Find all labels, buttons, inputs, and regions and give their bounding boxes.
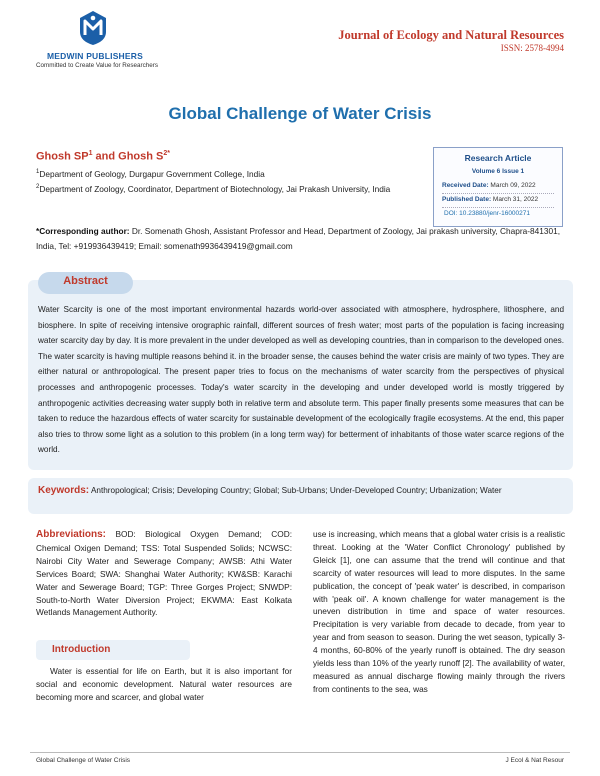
author-list bbox=[36, 150, 170, 163]
journal-issn: ISSN: 2578-4994 bbox=[500, 43, 564, 53]
author-1-sup: 1 bbox=[88, 150, 93, 157]
article-type: Research Article bbox=[464, 153, 532, 163]
affiliation-1-text: Department of Geology, Durgapur Government College, India bbox=[39, 168, 265, 179]
received-value: March 09, 2022 bbox=[488, 182, 536, 189]
published-value: March 31, 2022 bbox=[491, 196, 539, 203]
received-date bbox=[442, 182, 560, 189]
publisher-name: MEDWIN PUBLISHERS bbox=[47, 51, 143, 61]
footer-running-title: Global Challenge of Water Crisis bbox=[36, 757, 131, 764]
keywords-section bbox=[28, 478, 573, 514]
medwin-logo-icon bbox=[78, 10, 108, 46]
author-2-name: and Ghosh S bbox=[92, 150, 164, 163]
abstract-header bbox=[38, 272, 133, 294]
keywords-list: Anthropological; Crisis; Developing Country; Global; Sub-Urbans; Under-Developed Country; Urbanization; Water bbox=[89, 486, 502, 495]
footer-divider bbox=[30, 752, 570, 753]
abbreviations-label: Abbreviations: bbox=[36, 529, 107, 540]
right-column bbox=[313, 528, 565, 696]
affiliation-2 bbox=[36, 181, 421, 196]
journal-name[interactable]: Journal of Ecology and Natural Resources bbox=[338, 28, 564, 42]
right-column-text: use is increasing, which means that a global water crisis is a realistic threat. Looking at the 'Water Conflict Chronology' published by Gleick [1], one can assume that the trend will continue and that scarcity of water resources will lead to more disputes. In the same publication, the concept of 'peak water' is described, in comparison with 'peak oil'. A known challenge for water management is the uneven distribution in time and space of water resources. Precipitation is very variable from decade to decade, from year to year and from season to season. During the wet season, typically 3-4 months, 60-80% of the yearly runoff is obtained. The dry season yields less than 10% of the yearly runoff [2]. The availability of water, measured as annual discharge flowing mainly through the rivers from continents to the sea, was bbox=[313, 529, 565, 694]
introduction-title: Introduction bbox=[52, 644, 111, 655]
corresponding-author bbox=[36, 224, 566, 254]
abbreviations-text: BOD: Biological Oxygen Demand; COD: Chemical Oxigen Demand; TSS: Total Suspended Solids; NCWSC: Nairobi City Water and Sewerage Company; AWSB: Athi Water Services Board; SWA: Shanghai Water Authority; KW&SB: Karachi Water and Sewerage Board; TGP: Three Gorges Project; SNWDP: South-to-North Water Diversion Project; EKWMA: East Kolkata Wetlands Management Authority. bbox=[36, 529, 292, 618]
info-divider bbox=[442, 193, 554, 194]
published-label: Published Date: bbox=[442, 196, 492, 203]
abstract-title: Abstract bbox=[63, 275, 108, 287]
publisher-tagline: Committed to Create Value for Researchers bbox=[35, 62, 159, 69]
left-column bbox=[36, 528, 292, 702]
affiliation-2-num: 2 bbox=[36, 184, 40, 190]
footer-journal-abbrev: J Ecol & Nat Resour bbox=[505, 757, 564, 764]
published-date bbox=[442, 196, 560, 203]
abstract-section bbox=[28, 275, 573, 470]
abbreviations-paragraph bbox=[36, 528, 292, 619]
article-info-box bbox=[433, 147, 563, 227]
introduction-header bbox=[36, 640, 190, 660]
info-divider bbox=[442, 207, 554, 208]
affiliation-1 bbox=[36, 166, 416, 181]
corresponding-text: Dr. Somenath Ghosh, Assistant Professor and Head, Department of Zoology, Jai prakash university, Chapra-841301, India, Tel: +919936439419; Email: somenath9936439419@gmail.com bbox=[36, 226, 561, 251]
affiliation-2-text: Department of Zoology, Coordinator, Department of Biotechnology, Jai Prakash University, India bbox=[39, 183, 391, 194]
introduction-text: Water is essential for life on Earth, but it is also important for social and economic development. Natural water resources are becoming more and scarcer, and global water bbox=[36, 666, 292, 702]
received-label: Received Date: bbox=[442, 182, 489, 189]
author-1-name: Ghosh SP bbox=[36, 150, 89, 163]
keywords-text bbox=[38, 483, 566, 498]
abstract-text: Water Scarcity is one of the most important environmental hazards world-over associated with atmosphere, hydrosphere, lithosphere, and biosphere. In spite of receiving intensive orographic rainfall, different sources of fresh water; most parts of the population is facing increasing water scarcity day by day. It is more prevalent in the under developed as well as developing countries, than in comparison to the developed ones. The water scarcity is having multiple reasons behind it. in the broader sense, the causes behind the water crisis are mainly of two types. They are either natural or anthropological. The present paper tries to focus on the mechanisms of water scarcity from the perspectives of physical processes and anthropogenic processes. Today's water scarcity in the developing and under developed world is mostly triggered by anthropogenic activities decreasing water supply both in relative term and absolute term. This paper finally presents some measures that can be taken to reduce the hazardous effects of water scarcity for sustainable development of the ecologically fragile ecosystems. At the end, this paper also tries to throw some light as a solution to this problem (in a long term way) for betterment of inhabitants of those water scarce regions of the world. bbox=[38, 305, 564, 455]
paper-title: Global Challenge of Water Crisis bbox=[168, 104, 432, 123]
article-volume: Volume 6 Issue 1 bbox=[471, 168, 525, 175]
keywords-label: Keywords: bbox=[38, 485, 90, 496]
affiliation-1-num: 1 bbox=[36, 169, 40, 175]
doi-link[interactable]: DOI: 10.23880/jenr-16000271 bbox=[444, 210, 531, 217]
corresponding-label: *Corresponding author: bbox=[36, 226, 130, 236]
author-2-sup: 2* bbox=[163, 150, 170, 157]
